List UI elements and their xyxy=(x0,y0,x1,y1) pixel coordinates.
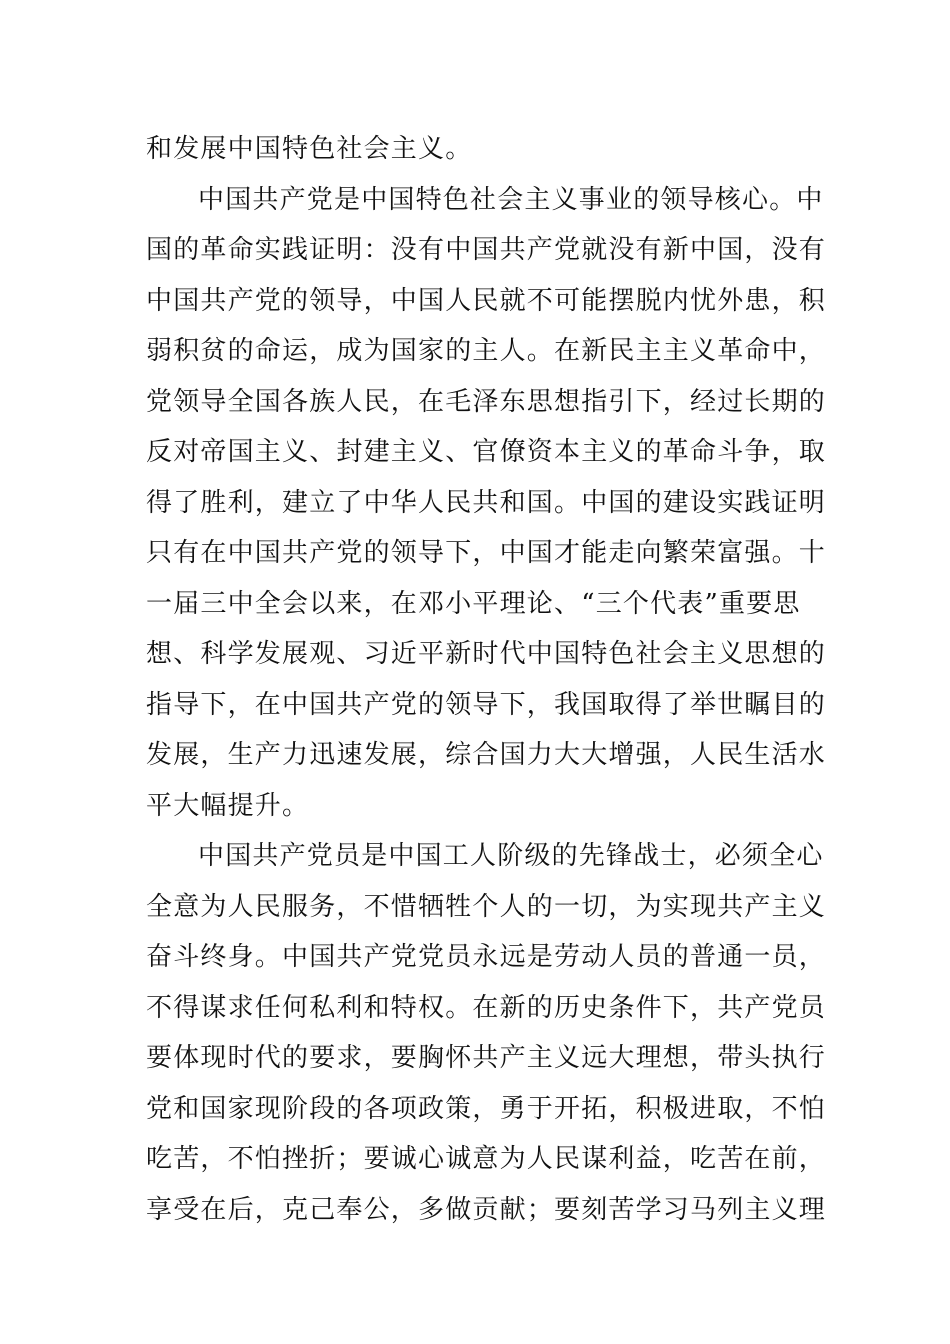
text-line: 弱积贫的命运，成为国家的主人。在新民主主义革命中， xyxy=(146,336,827,366)
paragraph-party-members xyxy=(146,831,827,1235)
text-line: 享受在后，克己奉公，多做贡献；要刻苦学习马列主义理 xyxy=(146,1194,827,1225)
text-line: 中国共产党是中国特色社会主义事业的领导核心。中 xyxy=(198,184,824,215)
text-line: 发展，生产力迅速发展，综合国力大大增强，人民生活水 xyxy=(146,740,827,770)
text-line: 中国共产党的领导，中国人民就不可能摆脱内忧外患，积 xyxy=(146,285,827,316)
text-line: 奋斗终身。中国共产党党员永远是劳动人员的普通一员， xyxy=(146,942,827,972)
document-body xyxy=(146,124,827,1235)
text-line: 指导下，在中国共产党的领导下，我国取得了举世瞩目的 xyxy=(146,689,827,720)
text-line: 得了胜利，建立了中华人民共和国。中国的建设实践证明 xyxy=(146,487,827,518)
text-line: 党和国家现阶段的各项政策，勇于开拓，积极进取，不怕 xyxy=(146,1093,827,1124)
text-line: 国的革命实践证明：没有中国共产党就没有新中国，没有 xyxy=(146,235,827,265)
text-line: 要体现时代的要求，要胸怀共产主义远大理想，带头执行 xyxy=(146,1043,827,1073)
paragraph-continuation xyxy=(146,124,806,175)
text-line: 想、科学发展观、习近平新时代中国特色社会主义思想的 xyxy=(146,639,827,669)
text-line: 党领导全国各族人民，在毛泽东思想指引下，经过长期的 xyxy=(146,386,827,417)
text-line: 平大幅提升。 xyxy=(146,790,310,821)
text-line: 反对帝国主义、封建主义、官僚资本主义的革命斗争，取 xyxy=(146,437,827,467)
text-line: 不得谋求任何私利和特权。在新的历史条件下，共产党员 xyxy=(146,992,827,1023)
text-line: 一届三中全会以来，在邓小平理论、“三个代表”重要思 xyxy=(146,588,801,619)
text-line: 只有在中国共产党的领导下，中国才能走向繁荣富强。十 xyxy=(146,538,827,568)
text-line: 吃苦，不怕挫折；要诚心诚意为人民谋利益，吃苦在前， xyxy=(146,1144,827,1174)
text-line: 全意为人民服务，不惜牺牲个人的一切，为实现共产主义 xyxy=(146,891,827,922)
paragraph-party-leadership xyxy=(146,175,827,832)
text-line: 和发展中国特色社会主义。 xyxy=(146,134,473,164)
text-line: 中国共产党员是中国工人阶级的先锋战士，必须全心 xyxy=(198,841,824,871)
